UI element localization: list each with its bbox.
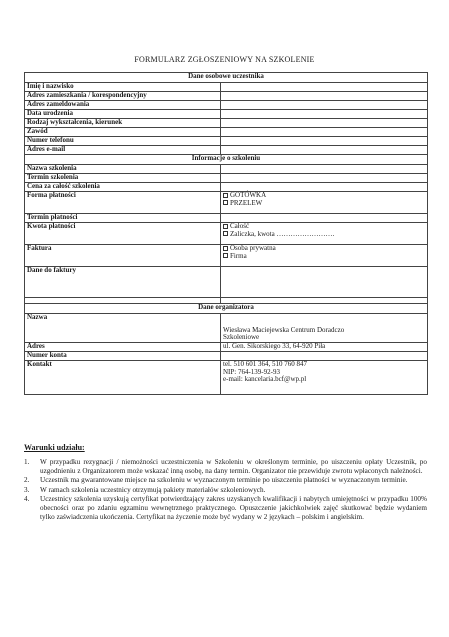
form-row xyxy=(25,183,428,192)
application-form-table xyxy=(24,72,428,395)
form-title: FORMULARZ ZGŁOSZENIOWY NA SZKOLENIE xyxy=(134,55,315,64)
field-value-cell[interactable] xyxy=(221,214,428,223)
section-header-row xyxy=(25,155,428,165)
checkbox-icon[interactable] xyxy=(223,224,228,229)
form-row xyxy=(25,245,428,267)
form-row xyxy=(25,214,428,223)
field-label: Cena za całość szkolenia xyxy=(25,183,221,192)
invoice-options xyxy=(221,245,428,267)
checkbox-icon[interactable] xyxy=(223,231,228,236)
form-row xyxy=(25,343,428,352)
field-label: Numer telefonu xyxy=(25,137,221,146)
organizer-name-cell xyxy=(221,314,428,343)
form-row xyxy=(25,119,428,128)
item-number: 3. xyxy=(24,485,30,494)
organizer-section-header: Dane organizatora xyxy=(25,304,428,314)
item-text: W ramach szkolenia uczestnicy otrzymują pakiety materiałów szkoleniowych. xyxy=(40,485,266,494)
field-label: Data urodzenia xyxy=(25,110,221,119)
field-label: Rodzaj wykształcenia, kierunek xyxy=(25,119,221,128)
list-item xyxy=(24,458,427,475)
form-row xyxy=(25,361,428,395)
list-item xyxy=(24,495,427,521)
organizer-contact-cell xyxy=(221,361,428,395)
field-value-cell[interactable] xyxy=(221,92,428,101)
field-value-cell[interactable] xyxy=(221,83,428,92)
option-label: Zaliczka, kwota ……………………. xyxy=(230,229,335,238)
organizer-address-label: Adres xyxy=(25,343,221,352)
item-text: Uczestnicy szkolenia uzyskują certyfikat potwierdzający zakres uzyskanych kwalifikacji i nabytych umiejętności w przypadku 100% obecności oraz po zdaniu egzaminu wewnętrznego praktycznego. Opuszczenie jakichkolwiek zajęć skutkować będzie wydaniem tylko zaświadczenia ukończenia. Certyfikat na życzenie może być wydany w 2 językach – polskim i angielskim. xyxy=(40,495,427,521)
payment-option-transfer[interactable] xyxy=(223,200,425,208)
form-row xyxy=(25,137,428,146)
option-label: Osoba prywatna xyxy=(230,244,276,252)
field-label: Termin szkolenia xyxy=(25,174,221,183)
field-label: Zawód xyxy=(25,128,221,137)
item-number: 1. xyxy=(24,458,30,466)
invoice-option-private[interactable] xyxy=(223,245,425,253)
form-row xyxy=(25,267,428,298)
field-value-cell[interactable] xyxy=(221,128,428,137)
organizer-name-line1: Wiesława Maciejewska Centrum Doradczo xyxy=(223,325,345,334)
checkbox-icon[interactable] xyxy=(223,193,228,198)
section-header-row xyxy=(25,304,428,314)
training-section-header: Informacje o szkoleniu xyxy=(25,155,428,165)
organizer-contact-label: Kontakt xyxy=(25,361,221,395)
payment-term-label: Termin płatności xyxy=(25,214,221,223)
participant-section-header: Dane osobowe uczestnika xyxy=(25,73,428,83)
item-text: W przypadku rezygnacji / niemożności uczestniczenia w Szkoleniu w określonym terminie, po uiszczeniu opłaty Uczestnik, po uzgodnieniu z Organizatorem może wskazać inną osobę, na dany termin. Organizator nie przewiduje zwrotu wpłaconych należności. xyxy=(40,458,427,475)
organizer-name-line2: Szkoleniowe xyxy=(223,333,260,342)
field-value-cell[interactable] xyxy=(221,267,428,298)
field-value-cell[interactable] xyxy=(221,174,428,183)
organizer-account-label: Numer konta xyxy=(25,352,221,361)
checkbox-icon[interactable] xyxy=(223,253,228,258)
option-label: GOTÓWKA xyxy=(230,191,267,199)
organizer-email[interactable]: e-mail: kancelaria.bcf@wp.pl xyxy=(223,375,307,384)
amount-option-advance[interactable] xyxy=(223,231,425,239)
form-row xyxy=(25,314,428,343)
option-label: Firma xyxy=(230,251,247,260)
form-row xyxy=(25,101,428,110)
payment-form-label: Forma płatności xyxy=(25,192,221,214)
field-label: Imię i nazwisko xyxy=(25,83,221,92)
field-value-cell[interactable] xyxy=(221,119,428,128)
organizer-address-value: ul. Gen. Sikorskiego 33, 64-920 Piła xyxy=(221,343,428,352)
form-row xyxy=(25,192,428,214)
list-item xyxy=(24,476,427,485)
option-label: PRZELEW xyxy=(230,198,263,207)
invoice-data-label: Dane do faktury xyxy=(25,267,221,298)
form-row xyxy=(25,128,428,137)
organizer-nip: NIP: 764-139-92-93 xyxy=(223,367,280,376)
item-number: 2. xyxy=(24,476,30,485)
field-label: Adres e-mail xyxy=(25,146,221,155)
invoice-label: Faktura xyxy=(25,245,221,267)
field-label: Adres zamieszkania / korespondencyjny xyxy=(25,92,221,101)
organizer-name-label: Nazwa xyxy=(25,314,221,343)
invoice-option-company[interactable] xyxy=(223,253,425,261)
item-number: 4. xyxy=(24,495,30,504)
organizer-phone: tel. 510 601 364, 510 760 847 xyxy=(223,360,307,368)
field-label: Adres zameldowania xyxy=(25,101,221,110)
amount-options xyxy=(221,223,428,245)
section-header-row xyxy=(25,73,428,83)
payment-form-options xyxy=(221,192,428,214)
item-text: Uczestnik ma gwarantowane miejsce na szkoleniu w wyznaczonym terminie po uiszczeniu płatności w wyznaczonym terminie. xyxy=(40,476,408,485)
payment-amount-label: Kwota płatności xyxy=(25,223,221,245)
field-value-cell[interactable] xyxy=(221,137,428,146)
conditions-heading: Warunki udziału: xyxy=(24,443,85,452)
checkbox-icon[interactable] xyxy=(223,200,228,205)
conditions-list xyxy=(24,458,427,522)
checkbox-icon[interactable] xyxy=(223,246,228,251)
field-label: Nazwa szkolenia xyxy=(25,165,221,174)
option-label: Całość xyxy=(230,222,250,230)
form-row xyxy=(25,165,428,174)
field-value-cell[interactable] xyxy=(221,110,428,119)
form-row xyxy=(25,223,428,245)
field-value-cell[interactable] xyxy=(221,101,428,110)
field-value-cell[interactable] xyxy=(221,165,428,174)
list-item xyxy=(24,486,427,495)
